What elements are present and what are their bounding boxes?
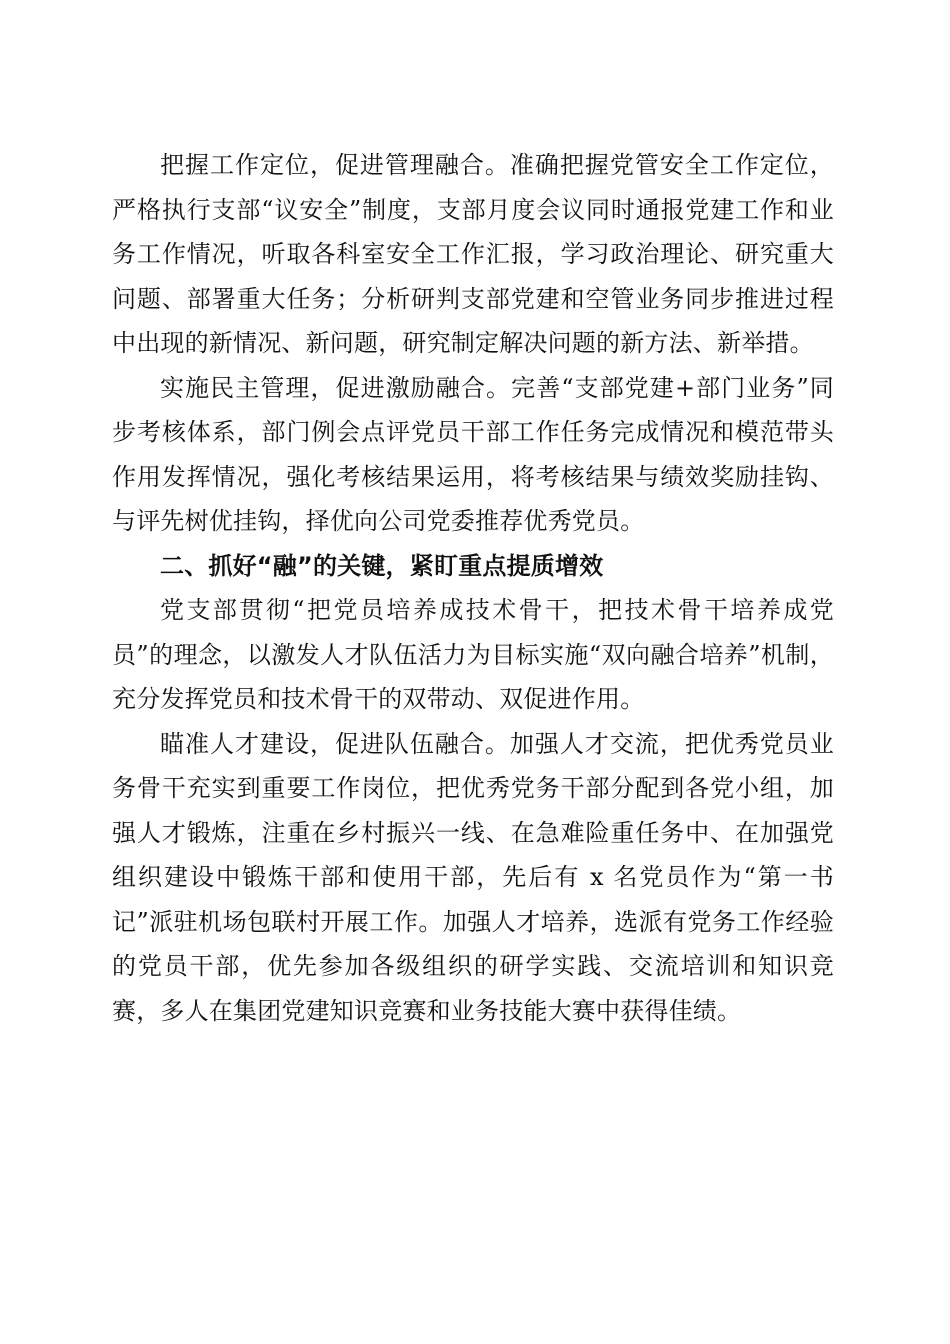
section-heading: 二、抓好“融”的关键，紧盯重点提质增效 <box>160 551 604 580</box>
paragraph-incentive-integration: 实施民主管理，促进激励融合。完善“支部党建+部门业务”同步考核体系，部门例会点评党员干部工作任务完成情况和模范带头作用发挥情况，强化考核结果运用，将考核结果与绩效奖励挂钩、与评先树优挂钩，择优向公司党委推荐优秀党员。 <box>112 373 834 535</box>
paragraph-dual-training: 党支部贯彻“把党员培养成技术骨干，把技术骨干培养成党员”的理念，以激发人才队伍活力为目标实施“双向融合培养”机制，充分发挥党员和技术骨干的双带动、双促进作用。 <box>112 596 834 713</box>
paragraph-team-integration: 瞄准人才建设，促进队伍融合。加强人才交流，把优秀党员业务骨干充实到重要工作岗位，把优秀党务干部分配到各党小组，加强人才锻炼，注重在乡村振兴一线、在急难险重任务中、在加强党组织建设中锻炼干部和使用干部，先后有 x 名党员作为“第一书记”派驻机场包联村开展工作。加强人才培养，选派有党务工作经验的党员干部，优先参加各级组织的研学实践、交流培训和知识竞赛，多人在集团党建知识竞赛和业务技能大赛中获得佳绩。 <box>112 729 834 1025</box>
document-body <box>112 143 834 1033</box>
paragraph-management-integration: 把握工作定位，促进管理融合。准确把握党管安全工作定位，严格执行支部“议安全”制度，支部月度会议同时通报党建工作和业务工作情况，听取各科室安全工作汇报，学习政治理论、研究重大问题、部署重大任务；分析研判支部党建和空管业务同步推进过程中出现的新情况、新问题，研究制定解决问题的新方法、新举措。 <box>112 151 834 357</box>
